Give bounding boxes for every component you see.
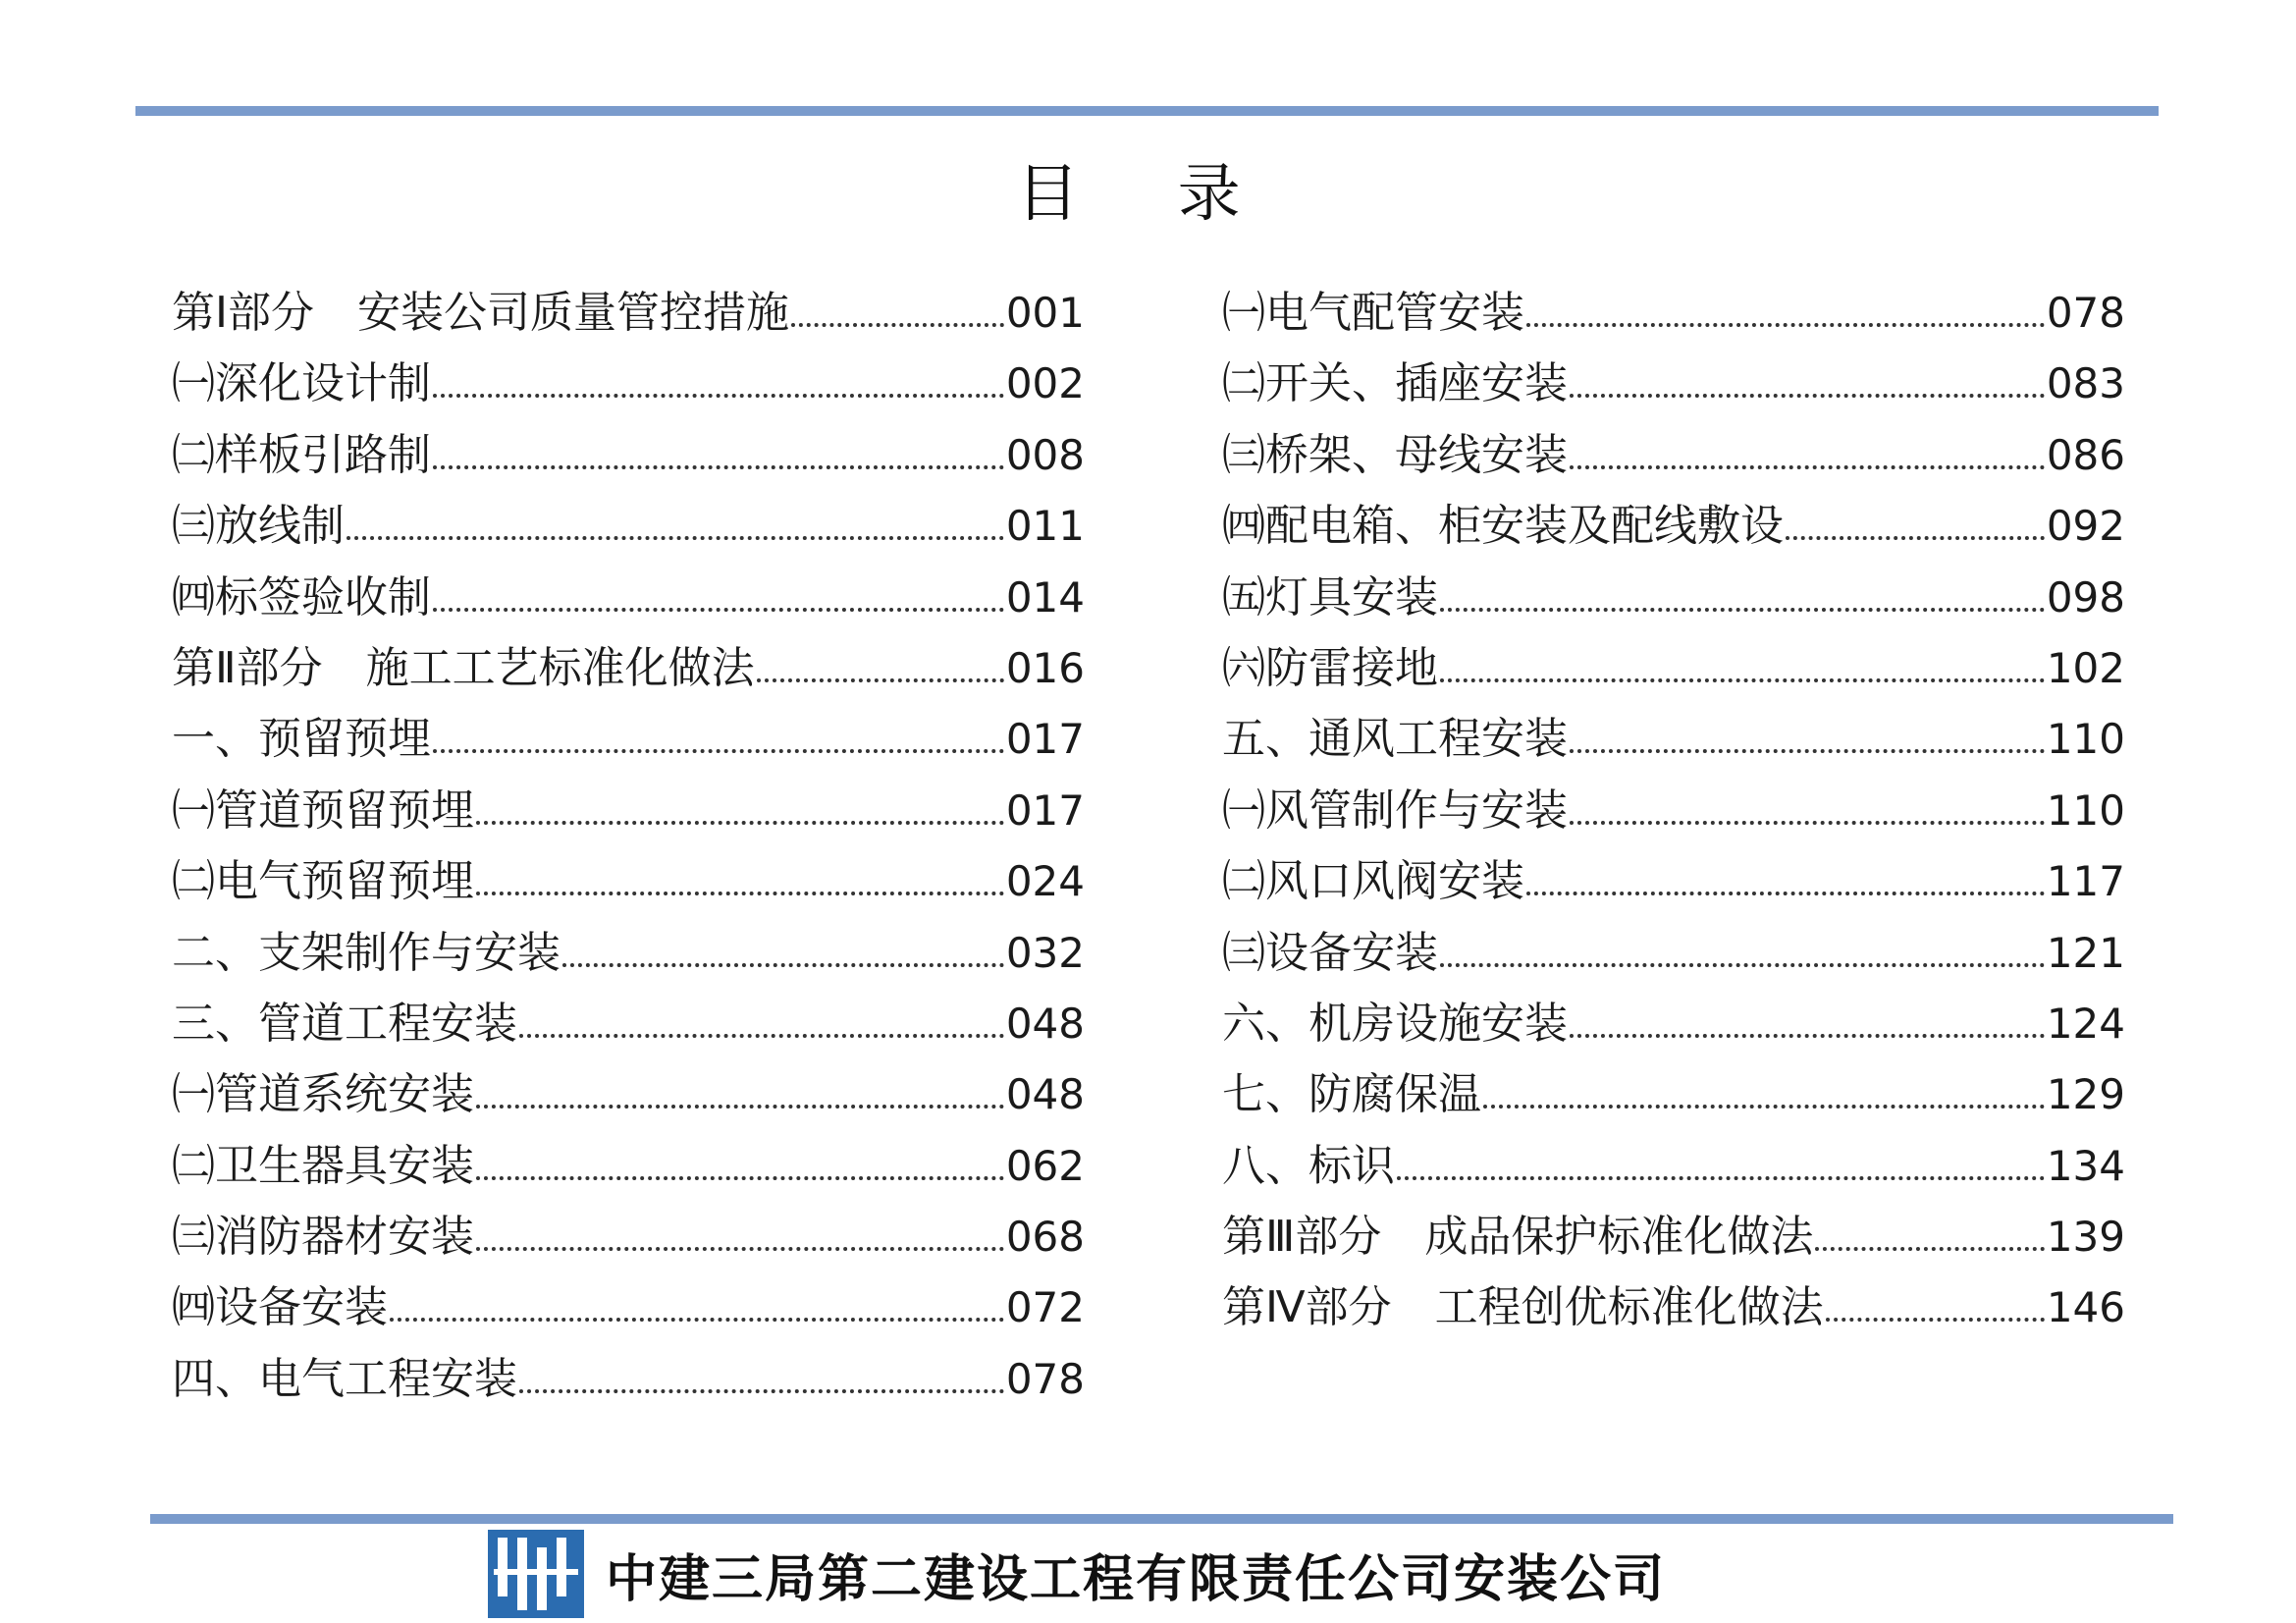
dot-leader bbox=[433, 563, 1004, 633]
toc-entry-label: ㈠深化设计制 bbox=[172, 358, 431, 409]
dot-leader bbox=[1826, 1272, 2045, 1343]
toc-entry[interactable] bbox=[1222, 633, 2125, 704]
toc-entry-label: ㈡开关、插座安装 bbox=[1222, 358, 1568, 409]
toc-entry-label: ㈠管道系统安装 bbox=[172, 1069, 474, 1120]
dot-leader bbox=[1570, 989, 2045, 1059]
dot-leader bbox=[476, 1131, 1004, 1202]
toc-page-number: 134 bbox=[2046, 1141, 2125, 1190]
toc-entry-label: ㈥防雷接地 bbox=[1222, 642, 1438, 693]
toc-page-number: 129 bbox=[2046, 1070, 2125, 1119]
toc-page-number: 146 bbox=[2046, 1283, 2125, 1332]
toc-entry-label: 六、机房设施安装 bbox=[1222, 998, 1568, 1049]
toc-entry[interactable] bbox=[172, 846, 1085, 917]
dot-leader bbox=[1397, 1131, 2045, 1202]
dot-leader bbox=[1570, 776, 2045, 846]
toc-page-number: 032 bbox=[1005, 928, 1085, 977]
dot-leader bbox=[519, 989, 1004, 1059]
toc-entry[interactable] bbox=[172, 1344, 1085, 1415]
toc-page-number: 017 bbox=[1005, 785, 1085, 835]
toc-page-number: 072 bbox=[1005, 1283, 1085, 1332]
toc-entry-label: 第Ⅲ部分 成品保护标准化做法 bbox=[1222, 1212, 1814, 1263]
toc-entry[interactable] bbox=[172, 918, 1085, 989]
toc-entry[interactable] bbox=[1222, 491, 2125, 562]
toc-entry[interactable] bbox=[1222, 563, 2125, 633]
toc-entry-label: ㈣配电箱、柜安装及配线敷设 bbox=[1222, 501, 1784, 552]
toc-entry[interactable] bbox=[172, 420, 1085, 491]
toc-entry-label: ㈠电气配管安装 bbox=[1222, 288, 1524, 338]
top-rule bbox=[135, 106, 2159, 116]
toc-entry[interactable] bbox=[172, 989, 1085, 1059]
toc-entry[interactable] bbox=[172, 491, 1085, 562]
toc-entry-label: 二、支架制作与安装 bbox=[172, 927, 561, 978]
toc-entry[interactable] bbox=[1222, 1272, 2125, 1343]
footer bbox=[488, 1530, 1666, 1618]
toc-entry[interactable] bbox=[1222, 349, 2125, 419]
dot-leader bbox=[1526, 846, 2045, 917]
toc-entry[interactable] bbox=[172, 563, 1085, 633]
dot-leader bbox=[791, 278, 1004, 349]
toc-page-number: 092 bbox=[2046, 502, 2125, 551]
dot-leader bbox=[1815, 1202, 2044, 1272]
toc-entry[interactable] bbox=[172, 776, 1085, 846]
toc-entry-label: ㈠风管制作与安装 bbox=[1222, 784, 1568, 836]
toc-page-number: 117 bbox=[2046, 857, 2125, 906]
company-name: 中建三局第二建设工程有限责任公司安装公司 bbox=[606, 1549, 1667, 1609]
toc-page-number: 048 bbox=[1005, 999, 1085, 1048]
bottom-rule bbox=[150, 1514, 2173, 1524]
toc-page-number: 024 bbox=[1005, 857, 1085, 906]
toc-entry-label: ㈢设备安装 bbox=[1222, 927, 1438, 978]
toc-entry[interactable] bbox=[1222, 278, 2125, 349]
toc-entry-label: ㈡卫生器具安装 bbox=[172, 1140, 474, 1191]
dot-leader bbox=[476, 846, 1004, 917]
toc-entry[interactable] bbox=[172, 633, 1085, 704]
dot-leader bbox=[757, 633, 1004, 704]
dot-leader bbox=[1483, 1059, 2045, 1130]
dot-leader bbox=[433, 704, 1004, 775]
toc-entry[interactable] bbox=[1222, 1131, 2125, 1202]
toc-entry-label: 第Ⅱ部分 施工工艺标准化做法 bbox=[172, 642, 755, 693]
toc-entry[interactable] bbox=[1222, 846, 2125, 917]
toc-page-number: 078 bbox=[2046, 289, 2125, 337]
toc-entry[interactable] bbox=[172, 1202, 1085, 1272]
toc-entry[interactable] bbox=[1222, 989, 2125, 1059]
toc-page-number: 011 bbox=[1005, 502, 1085, 551]
dot-leader bbox=[476, 1202, 1004, 1272]
toc-page-number: 016 bbox=[1005, 643, 1085, 692]
toc-page-number: 121 bbox=[2046, 928, 2125, 977]
toc-entry-label: ㈤灯具安装 bbox=[1222, 571, 1438, 622]
toc-entry-label: ㈡电气预留预埋 bbox=[172, 856, 474, 907]
company-logo bbox=[488, 1530, 584, 1618]
dot-leader bbox=[1570, 349, 2045, 419]
toc-page-number: 068 bbox=[1005, 1213, 1085, 1262]
toc-entry[interactable] bbox=[1222, 776, 2125, 846]
toc-entry-label: 四、电气工程安装 bbox=[172, 1353, 517, 1404]
toc-entry[interactable] bbox=[1222, 704, 2125, 775]
toc-page-number: 098 bbox=[2046, 572, 2125, 622]
toc-entry-label: ㈣标签验收制 bbox=[172, 571, 431, 622]
dot-leader bbox=[347, 491, 1004, 562]
toc-entry-label: 第Ⅰ部分 安装公司质量管控措施 bbox=[172, 288, 789, 338]
toc-page-number: 086 bbox=[2046, 430, 2125, 479]
toc-page-number: 078 bbox=[1005, 1354, 1085, 1403]
toc-entry-label: ㈡样板引路制 bbox=[172, 429, 431, 480]
dot-leader bbox=[1440, 918, 2045, 989]
toc-entry-label: 五、通风工程安装 bbox=[1222, 714, 1568, 765]
toc-entry-label: 七、防腐保温 bbox=[1222, 1069, 1481, 1120]
dot-leader bbox=[433, 420, 1004, 491]
dot-leader bbox=[1570, 420, 2045, 491]
toc-entry[interactable] bbox=[1222, 1202, 2125, 1272]
toc-page-number: 124 bbox=[2046, 999, 2125, 1048]
toc-entry-label: 第Ⅳ部分 工程创优标准化做法 bbox=[1222, 1282, 1824, 1333]
toc-entry[interactable] bbox=[172, 349, 1085, 419]
page-title: 目 录 bbox=[1016, 158, 1280, 231]
toc-entry-label: 一、预留预埋 bbox=[172, 714, 431, 765]
toc-entry-label: 三、管道工程安装 bbox=[172, 998, 517, 1049]
toc-page-number: 048 bbox=[1005, 1070, 1085, 1119]
toc-entry-label: ㈢放线制 bbox=[172, 501, 345, 552]
dot-leader bbox=[390, 1272, 1004, 1343]
toc-entry[interactable] bbox=[172, 1059, 1085, 1130]
dot-leader bbox=[1440, 563, 2045, 633]
toc-page-number: 008 bbox=[1005, 430, 1085, 479]
toc-page-number: 110 bbox=[2046, 715, 2125, 764]
dot-leader bbox=[519, 1344, 1004, 1415]
toc-page-number: 083 bbox=[2046, 359, 2125, 408]
toc-entry-label: ㈡风口风阀安装 bbox=[1222, 856, 1524, 907]
dot-leader bbox=[433, 349, 1004, 419]
dot-leader bbox=[476, 776, 1004, 846]
dot-leader bbox=[1440, 633, 2045, 704]
toc-column-right bbox=[1222, 278, 2125, 1344]
toc-entry[interactable] bbox=[1222, 420, 2125, 491]
toc-page-number: 002 bbox=[1005, 359, 1085, 408]
dot-leader bbox=[1570, 704, 2045, 775]
toc-page-number: 102 bbox=[2046, 643, 2125, 692]
dot-leader bbox=[562, 918, 1004, 989]
toc-column-left bbox=[172, 278, 1085, 1415]
toc-entry-label: ㈢桥架、母线安装 bbox=[1222, 429, 1568, 480]
toc-page-number: 001 bbox=[1005, 289, 1085, 337]
toc-page-number: 110 bbox=[2046, 785, 2125, 835]
toc-page-number: 062 bbox=[1005, 1141, 1085, 1190]
toc-entry-label: ㈣设备安装 bbox=[172, 1282, 388, 1333]
dot-leader bbox=[1786, 491, 2045, 562]
toc-entry-label: ㈠管道预留预埋 bbox=[172, 784, 474, 836]
toc-entry[interactable] bbox=[172, 704, 1085, 775]
dot-leader bbox=[1526, 278, 2045, 349]
toc-page-number: 139 bbox=[2046, 1213, 2125, 1262]
toc-page-number: 017 bbox=[1005, 715, 1085, 764]
toc-page-number: 014 bbox=[1005, 572, 1085, 622]
toc-entry[interactable] bbox=[1222, 918, 2125, 989]
toc-entry[interactable] bbox=[1222, 1059, 2125, 1130]
toc-entry[interactable] bbox=[172, 1131, 1085, 1202]
toc-entry[interactable] bbox=[172, 278, 1085, 349]
dot-leader bbox=[476, 1059, 1004, 1130]
toc-entry[interactable] bbox=[172, 1272, 1085, 1343]
toc-entry-label: ㈢消防器材安装 bbox=[172, 1212, 474, 1263]
toc-entry-label: 八、标识 bbox=[1222, 1140, 1395, 1191]
